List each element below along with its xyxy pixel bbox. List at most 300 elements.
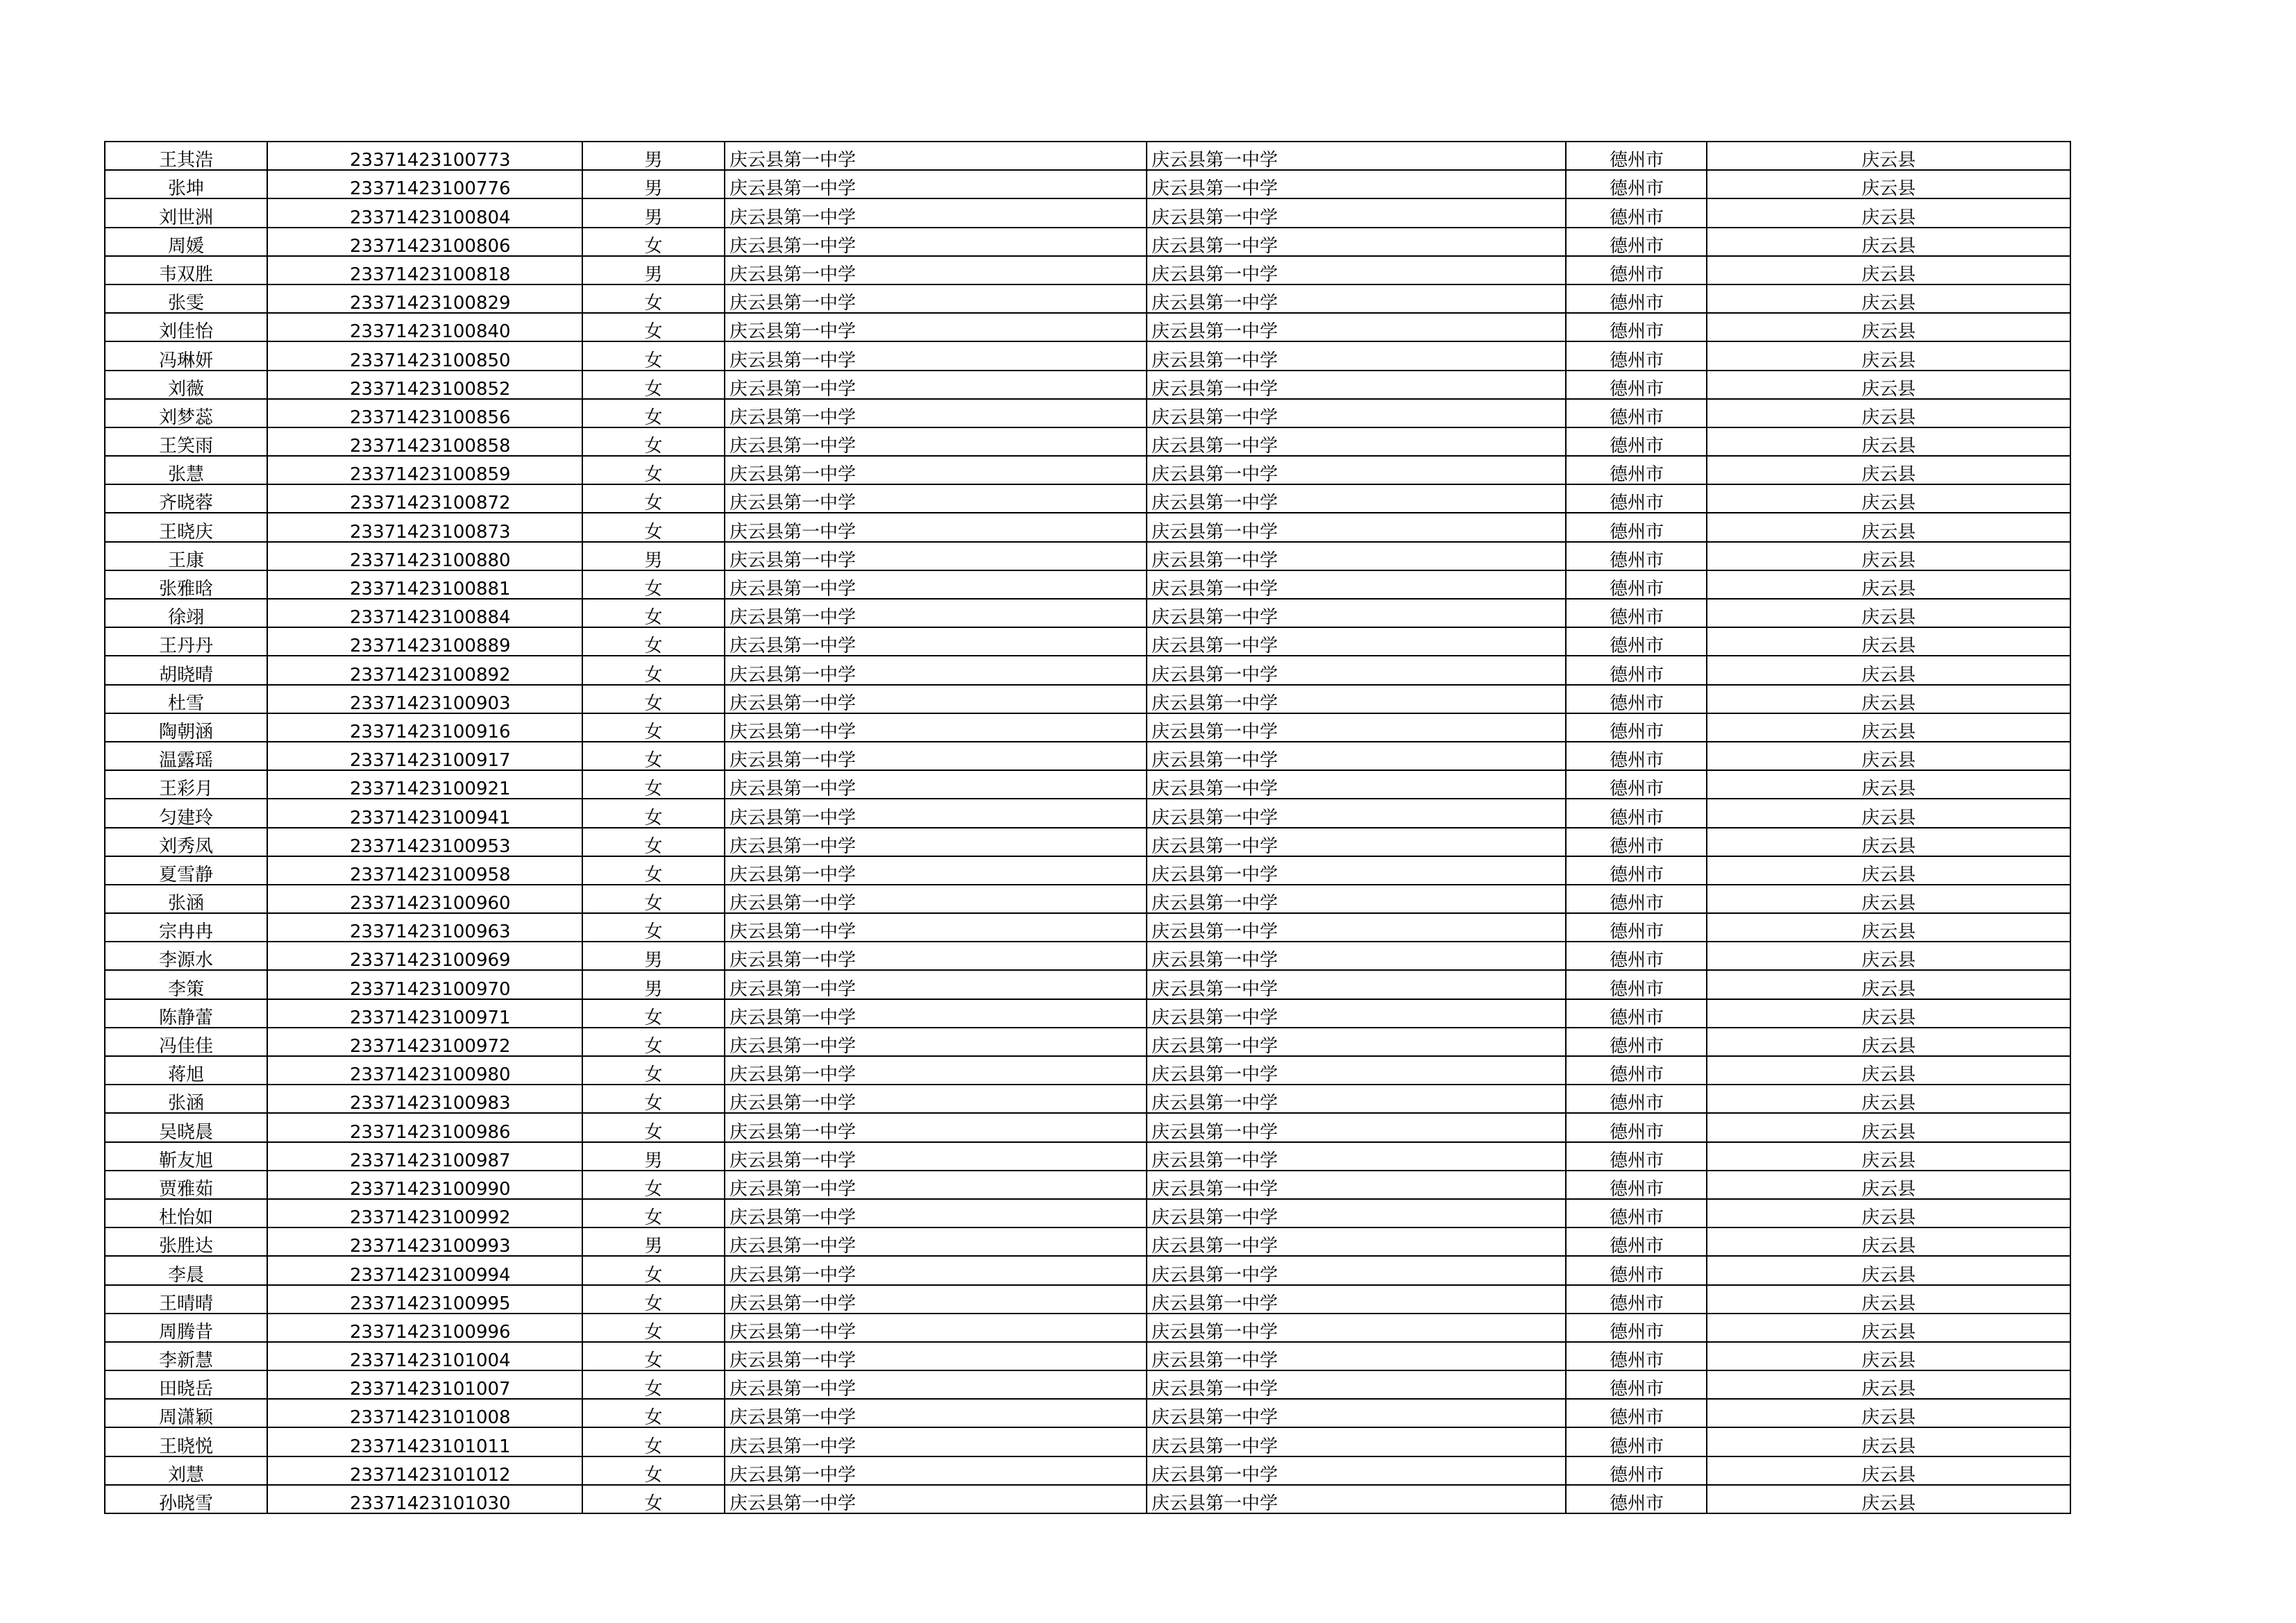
county-cell: 庆云县	[1707, 627, 2070, 656]
table-row	[105, 1113, 2070, 1141]
city-cell: 德州市	[1566, 999, 1707, 1028]
exam-site-cell: 庆云县第一中学	[1147, 484, 1566, 513]
school-cell: 庆云县第一中学	[725, 456, 1147, 484]
school-cell: 庆云县第一中学	[725, 1142, 1147, 1171]
exam-site-cell: 庆云县第一中学	[1147, 627, 1566, 656]
table-row	[105, 1427, 2070, 1456]
school-cell: 庆云县第一中学	[725, 1199, 1147, 1227]
county-cell: 庆云县	[1707, 742, 2070, 770]
name-cell: 徐翊	[105, 599, 267, 627]
school-cell: 庆云县第一中学	[725, 1227, 1147, 1256]
exam-number-cell: 23371423100917	[267, 742, 582, 770]
name-cell: 王彩月	[105, 770, 267, 799]
exam-number-cell: 23371423100872	[267, 484, 582, 513]
exam-number-cell: 23371423101012	[267, 1456, 582, 1485]
gender-cell: 女	[582, 513, 725, 541]
table-row	[105, 142, 2070, 170]
exam-site-cell: 庆云县第一中学	[1147, 142, 1566, 170]
school-cell: 庆云县第一中学	[725, 1314, 1147, 1342]
school-cell: 庆云县第一中学	[725, 713, 1147, 742]
name-cell: 张慧	[105, 456, 267, 484]
exam-number-cell: 23371423100829	[267, 284, 582, 313]
gender-cell: 男	[582, 1142, 725, 1171]
name-cell: 靳友旭	[105, 1142, 267, 1171]
county-cell: 庆云县	[1707, 341, 2070, 370]
gender-cell: 女	[582, 1342, 725, 1370]
exam-number-cell: 23371423100916	[267, 713, 582, 742]
city-cell: 德州市	[1566, 284, 1707, 313]
city-cell: 德州市	[1566, 513, 1707, 541]
exam-number-cell: 23371423100990	[267, 1171, 582, 1199]
exam-number-cell: 23371423100970	[267, 970, 582, 999]
exam-number-cell: 23371423101030	[267, 1485, 582, 1513]
exam-site-cell: 庆云县第一中学	[1147, 1370, 1566, 1399]
school-cell: 庆云县第一中学	[725, 1370, 1147, 1399]
city-cell: 德州市	[1566, 1342, 1707, 1370]
city-cell: 德州市	[1566, 1370, 1707, 1399]
county-cell: 庆云县	[1707, 570, 2070, 599]
exam-site-cell: 庆云县第一中学	[1147, 170, 1566, 198]
school-cell: 庆云县第一中学	[725, 570, 1147, 599]
school-cell: 庆云县第一中学	[725, 1456, 1147, 1485]
county-cell: 庆云县	[1707, 256, 2070, 284]
school-cell: 庆云县第一中学	[725, 656, 1147, 684]
gender-cell: 女	[582, 1314, 725, 1342]
exam-number-cell: 23371423100804	[267, 198, 582, 227]
county-cell: 庆云县	[1707, 970, 2070, 999]
city-cell: 德州市	[1566, 1399, 1707, 1427]
exam-site-cell: 庆云县第一中学	[1147, 1056, 1566, 1085]
exam-site-cell: 庆云县第一中学	[1147, 1142, 1566, 1171]
name-cell: 王笑雨	[105, 427, 267, 456]
gender-cell: 女	[582, 1056, 725, 1085]
exam-site-cell: 庆云县第一中学	[1147, 570, 1566, 599]
gender-cell: 女	[582, 1456, 725, 1485]
table-row	[105, 1342, 2070, 1370]
exam-number-cell: 23371423100986	[267, 1113, 582, 1141]
county-cell: 庆云县	[1707, 1256, 2070, 1284]
county-cell: 庆云县	[1707, 1285, 2070, 1314]
county-cell: 庆云县	[1707, 1370, 2070, 1399]
city-cell: 德州市	[1566, 713, 1707, 742]
gender-cell: 女	[582, 570, 725, 599]
exam-number-cell: 23371423100972	[267, 1028, 582, 1056]
school-cell: 庆云县第一中学	[725, 770, 1147, 799]
city-cell: 德州市	[1566, 427, 1707, 456]
city-cell: 德州市	[1566, 1113, 1707, 1141]
table-row	[105, 742, 2070, 770]
table-row	[105, 542, 2070, 570]
city-cell: 德州市	[1566, 599, 1707, 627]
gender-cell: 女	[582, 913, 725, 942]
county-cell: 庆云县	[1707, 228, 2070, 256]
table-row	[105, 1142, 2070, 1171]
county-cell: 庆云县	[1707, 313, 2070, 341]
city-cell: 德州市	[1566, 542, 1707, 570]
exam-site-cell: 庆云县第一中学	[1147, 284, 1566, 313]
gender-cell: 女	[582, 799, 725, 827]
exam-number-cell: 23371423101007	[267, 1370, 582, 1399]
county-cell: 庆云县	[1707, 942, 2070, 970]
city-cell: 德州市	[1566, 484, 1707, 513]
table-row	[105, 913, 2070, 942]
exam-site-cell: 庆云县第一中学	[1147, 1399, 1566, 1427]
name-cell: 王丹丹	[105, 627, 267, 656]
exam-site-cell: 庆云县第一中学	[1147, 856, 1566, 885]
name-cell: 刘梦蕊	[105, 399, 267, 427]
county-cell: 庆云县	[1707, 1113, 2070, 1141]
county-cell: 庆云县	[1707, 685, 2070, 713]
school-cell: 庆云县第一中学	[725, 228, 1147, 256]
exam-number-cell: 23371423101008	[267, 1399, 582, 1427]
school-cell: 庆云县第一中学	[725, 170, 1147, 198]
school-cell: 庆云县第一中学	[725, 1342, 1147, 1370]
name-cell: 王晓悦	[105, 1427, 267, 1456]
table-row	[105, 371, 2070, 399]
gender-cell: 女	[582, 1399, 725, 1427]
gender-cell: 女	[582, 313, 725, 341]
exam-number-cell: 23371423100773	[267, 142, 582, 170]
gender-cell: 女	[582, 1199, 725, 1227]
school-cell: 庆云县第一中学	[725, 284, 1147, 313]
gender-cell: 女	[582, 1113, 725, 1141]
school-cell: 庆云县第一中学	[725, 1113, 1147, 1141]
school-cell: 庆云县第一中学	[725, 484, 1147, 513]
exam-site-cell: 庆云县第一中学	[1147, 685, 1566, 713]
name-cell: 匀建玲	[105, 799, 267, 827]
table-row	[105, 284, 2070, 313]
school-cell: 庆云县第一中学	[725, 627, 1147, 656]
exam-number-cell: 23371423100987	[267, 1142, 582, 1171]
county-cell: 庆云县	[1707, 656, 2070, 684]
county-cell: 庆云县	[1707, 142, 2070, 170]
gender-cell: 男	[582, 256, 725, 284]
exam-site-cell: 庆云县第一中学	[1147, 542, 1566, 570]
city-cell: 德州市	[1566, 828, 1707, 856]
table-row	[105, 1056, 2070, 1085]
city-cell: 德州市	[1566, 856, 1707, 885]
table-row	[105, 170, 2070, 198]
school-cell: 庆云县第一中学	[725, 313, 1147, 341]
school-cell: 庆云县第一中学	[725, 1171, 1147, 1199]
exam-site-cell: 庆云县第一中学	[1147, 399, 1566, 427]
exam-site-cell: 庆云县第一中学	[1147, 1199, 1566, 1227]
school-cell: 庆云县第一中学	[725, 1427, 1147, 1456]
name-cell: 杜怡如	[105, 1199, 267, 1227]
name-cell: 张雯	[105, 284, 267, 313]
gender-cell: 女	[582, 1085, 725, 1113]
school-cell: 庆云县第一中学	[725, 1285, 1147, 1314]
school-cell: 庆云县第一中学	[725, 970, 1147, 999]
county-cell: 庆云县	[1707, 913, 2070, 942]
exam-site-cell: 庆云县第一中学	[1147, 970, 1566, 999]
name-cell: 刘秀凤	[105, 828, 267, 856]
table-row	[105, 1085, 2070, 1113]
exam-site-cell: 庆云县第一中学	[1147, 427, 1566, 456]
school-cell: 庆云县第一中学	[725, 856, 1147, 885]
exam-site-cell: 庆云县第一中学	[1147, 1256, 1566, 1284]
city-cell: 德州市	[1566, 1142, 1707, 1171]
city-cell: 德州市	[1566, 371, 1707, 399]
city-cell: 德州市	[1566, 1456, 1707, 1485]
gender-cell: 女	[582, 1370, 725, 1399]
county-cell: 庆云县	[1707, 1227, 2070, 1256]
name-cell: 周潇颖	[105, 1399, 267, 1427]
county-cell: 庆云县	[1707, 513, 2070, 541]
table-row	[105, 1485, 2070, 1513]
school-cell: 庆云县第一中学	[725, 371, 1147, 399]
exam-site-cell: 庆云县第一中学	[1147, 1171, 1566, 1199]
table-row	[105, 799, 2070, 827]
school-cell: 庆云县第一中学	[725, 256, 1147, 284]
exam-number-cell: 23371423100941	[267, 799, 582, 827]
exam-number-cell: 23371423100818	[267, 256, 582, 284]
county-cell: 庆云县	[1707, 1485, 2070, 1513]
name-cell: 夏雪静	[105, 856, 267, 885]
county-cell: 庆云县	[1707, 885, 2070, 913]
gender-cell: 女	[582, 1427, 725, 1456]
city-cell: 德州市	[1566, 1028, 1707, 1056]
gender-cell: 男	[582, 542, 725, 570]
exam-number-cell: 23371423100953	[267, 828, 582, 856]
gender-cell: 女	[582, 399, 725, 427]
table-row	[105, 228, 2070, 256]
name-cell: 刘慧	[105, 1456, 267, 1485]
name-cell: 胡晓晴	[105, 656, 267, 684]
name-cell: 刘薇	[105, 371, 267, 399]
name-cell: 王晴晴	[105, 1285, 267, 1314]
table-row	[105, 599, 2070, 627]
city-cell: 德州市	[1566, 256, 1707, 284]
name-cell: 齐晓蓉	[105, 484, 267, 513]
name-cell: 孙晓雪	[105, 1485, 267, 1513]
table-row	[105, 313, 2070, 341]
table-row	[105, 1370, 2070, 1399]
gender-cell: 女	[582, 656, 725, 684]
name-cell: 温露瑶	[105, 742, 267, 770]
exam-number-cell: 23371423100903	[267, 685, 582, 713]
gender-cell: 女	[582, 856, 725, 885]
table-row	[105, 1227, 2070, 1256]
exam-number-cell: 23371423100960	[267, 885, 582, 913]
school-cell: 庆云县第一中学	[725, 542, 1147, 570]
table-row	[105, 770, 2070, 799]
table-row	[105, 1171, 2070, 1199]
exam-site-cell: 庆云县第一中学	[1147, 656, 1566, 684]
name-cell: 陶朝涵	[105, 713, 267, 742]
city-cell: 德州市	[1566, 1427, 1707, 1456]
name-cell: 杜雪	[105, 685, 267, 713]
table-row	[105, 456, 2070, 484]
name-cell: 王晓庆	[105, 513, 267, 541]
city-cell: 德州市	[1566, 685, 1707, 713]
name-cell: 王康	[105, 542, 267, 570]
gender-cell: 女	[582, 1285, 725, 1314]
name-cell: 刘佳怡	[105, 313, 267, 341]
exam-site-cell: 庆云县第一中学	[1147, 1456, 1566, 1485]
city-cell: 德州市	[1566, 1485, 1707, 1513]
table-row	[105, 885, 2070, 913]
student-list-table	[104, 141, 2071, 1514]
table-row	[105, 656, 2070, 684]
county-cell: 庆云县	[1707, 399, 2070, 427]
name-cell: 李晨	[105, 1256, 267, 1284]
exam-site-cell: 庆云县第一中学	[1147, 198, 1566, 227]
school-cell: 庆云县第一中学	[725, 742, 1147, 770]
exam-site-cell: 庆云县第一中学	[1147, 828, 1566, 856]
city-cell: 德州市	[1566, 799, 1707, 827]
exam-site-cell: 庆云县第一中学	[1147, 1342, 1566, 1370]
exam-site-cell: 庆云县第一中学	[1147, 999, 1566, 1028]
school-cell: 庆云县第一中学	[725, 885, 1147, 913]
exam-site-cell: 庆云县第一中学	[1147, 1314, 1566, 1342]
exam-number-cell: 23371423100994	[267, 1256, 582, 1284]
city-cell: 德州市	[1566, 1171, 1707, 1199]
exam-site-cell: 庆云县第一中学	[1147, 1285, 1566, 1314]
county-cell: 庆云县	[1707, 599, 2070, 627]
table-row	[105, 427, 2070, 456]
school-cell: 庆云县第一中学	[725, 828, 1147, 856]
name-cell: 蒋旭	[105, 1056, 267, 1085]
county-cell: 庆云县	[1707, 770, 2070, 799]
school-cell: 庆云县第一中学	[725, 1085, 1147, 1113]
exam-number-cell: 23371423100852	[267, 371, 582, 399]
exam-site-cell: 庆云县第一中学	[1147, 1028, 1566, 1056]
school-cell: 庆云县第一中学	[725, 1399, 1147, 1427]
exam-site-cell: 庆云县第一中学	[1147, 371, 1566, 399]
exam-number-cell: 23371423101011	[267, 1427, 582, 1456]
city-cell: 德州市	[1566, 942, 1707, 970]
table-row	[105, 713, 2070, 742]
exam-number-cell: 23371423100840	[267, 313, 582, 341]
exam-number-cell: 23371423100880	[267, 542, 582, 570]
exam-number-cell: 23371423100884	[267, 599, 582, 627]
table-row	[105, 1256, 2070, 1284]
city-cell: 德州市	[1566, 1085, 1707, 1113]
county-cell: 庆云县	[1707, 484, 2070, 513]
exam-number-cell: 23371423100958	[267, 856, 582, 885]
table-row	[105, 513, 2070, 541]
name-cell: 王其浩	[105, 142, 267, 170]
table-row	[105, 256, 2070, 284]
school-cell: 庆云县第一中学	[725, 599, 1147, 627]
table-row	[105, 198, 2070, 227]
name-cell: 张涵	[105, 1085, 267, 1113]
county-cell: 庆云县	[1707, 1056, 2070, 1085]
name-cell: 吴晓晨	[105, 1113, 267, 1141]
table-row	[105, 999, 2070, 1028]
table-row	[105, 1285, 2070, 1314]
exam-site-cell: 庆云县第一中学	[1147, 742, 1566, 770]
exam-number-cell: 23371423100921	[267, 770, 582, 799]
exam-number-cell: 23371423100856	[267, 399, 582, 427]
gender-cell: 女	[582, 1028, 725, 1056]
exam-site-cell: 庆云县第一中学	[1147, 599, 1566, 627]
table-row	[105, 970, 2070, 999]
county-cell: 庆云县	[1707, 799, 2070, 827]
county-cell: 庆云县	[1707, 284, 2070, 313]
table-row	[105, 1199, 2070, 1227]
gender-cell: 女	[582, 371, 725, 399]
exam-number-cell: 23371423100858	[267, 427, 582, 456]
city-cell: 德州市	[1566, 198, 1707, 227]
school-cell: 庆云县第一中学	[725, 999, 1147, 1028]
table-row	[105, 341, 2070, 370]
table-row	[105, 1028, 2070, 1056]
exam-number-cell: 23371423100850	[267, 341, 582, 370]
name-cell: 田晓岳	[105, 1370, 267, 1399]
exam-number-cell: 23371423100873	[267, 513, 582, 541]
exam-number-cell: 23371423100995	[267, 1285, 582, 1314]
table-row	[105, 828, 2070, 856]
city-cell: 德州市	[1566, 885, 1707, 913]
table-body	[105, 142, 2070, 1513]
exam-number-cell: 23371423100980	[267, 1056, 582, 1085]
gender-cell: 女	[582, 885, 725, 913]
name-cell: 刘世洲	[105, 198, 267, 227]
name-cell: 张雅晗	[105, 570, 267, 599]
gender-cell: 女	[582, 627, 725, 656]
county-cell: 庆云县	[1707, 856, 2070, 885]
county-cell: 庆云县	[1707, 1342, 2070, 1370]
school-cell: 庆云县第一中学	[725, 142, 1147, 170]
city-cell: 德州市	[1566, 341, 1707, 370]
exam-number-cell: 23371423100776	[267, 170, 582, 198]
exam-number-cell: 23371423100993	[267, 1227, 582, 1256]
name-cell: 贾雅茹	[105, 1171, 267, 1199]
name-cell: 冯佳佳	[105, 1028, 267, 1056]
gender-cell: 女	[582, 999, 725, 1028]
name-cell: 宗冉冉	[105, 913, 267, 942]
exam-site-cell: 庆云县第一中学	[1147, 942, 1566, 970]
gender-cell: 男	[582, 970, 725, 999]
exam-number-cell: 23371423100889	[267, 627, 582, 656]
exam-number-cell: 23371423100983	[267, 1085, 582, 1113]
gender-cell: 女	[582, 828, 725, 856]
county-cell: 庆云县	[1707, 713, 2070, 742]
gender-cell: 男	[582, 1227, 725, 1256]
school-cell: 庆云县第一中学	[725, 341, 1147, 370]
city-cell: 德州市	[1566, 1256, 1707, 1284]
city-cell: 德州市	[1566, 1285, 1707, 1314]
county-cell: 庆云县	[1707, 170, 2070, 198]
exam-site-cell: 庆云县第一中学	[1147, 456, 1566, 484]
gender-cell: 女	[582, 685, 725, 713]
county-cell: 庆云县	[1707, 999, 2070, 1028]
school-cell: 庆云县第一中学	[725, 942, 1147, 970]
gender-cell: 男	[582, 198, 725, 227]
exam-number-cell: 23371423100892	[267, 656, 582, 684]
gender-cell: 男	[582, 142, 725, 170]
county-cell: 庆云县	[1707, 1399, 2070, 1427]
city-cell: 德州市	[1566, 399, 1707, 427]
gender-cell: 女	[582, 341, 725, 370]
table-row	[105, 942, 2070, 970]
table-row	[105, 1399, 2070, 1427]
gender-cell: 女	[582, 599, 725, 627]
school-cell: 庆云县第一中学	[725, 685, 1147, 713]
county-cell: 庆云县	[1707, 1456, 2070, 1485]
city-cell: 德州市	[1566, 770, 1707, 799]
city-cell: 德州市	[1566, 913, 1707, 942]
table-row	[105, 399, 2070, 427]
exam-site-cell: 庆云县第一中学	[1147, 1085, 1566, 1113]
exam-number-cell: 23371423100969	[267, 942, 582, 970]
gender-cell: 女	[582, 284, 725, 313]
school-cell: 庆云县第一中学	[725, 513, 1147, 541]
county-cell: 庆云县	[1707, 427, 2070, 456]
exam-number-cell: 23371423100881	[267, 570, 582, 599]
